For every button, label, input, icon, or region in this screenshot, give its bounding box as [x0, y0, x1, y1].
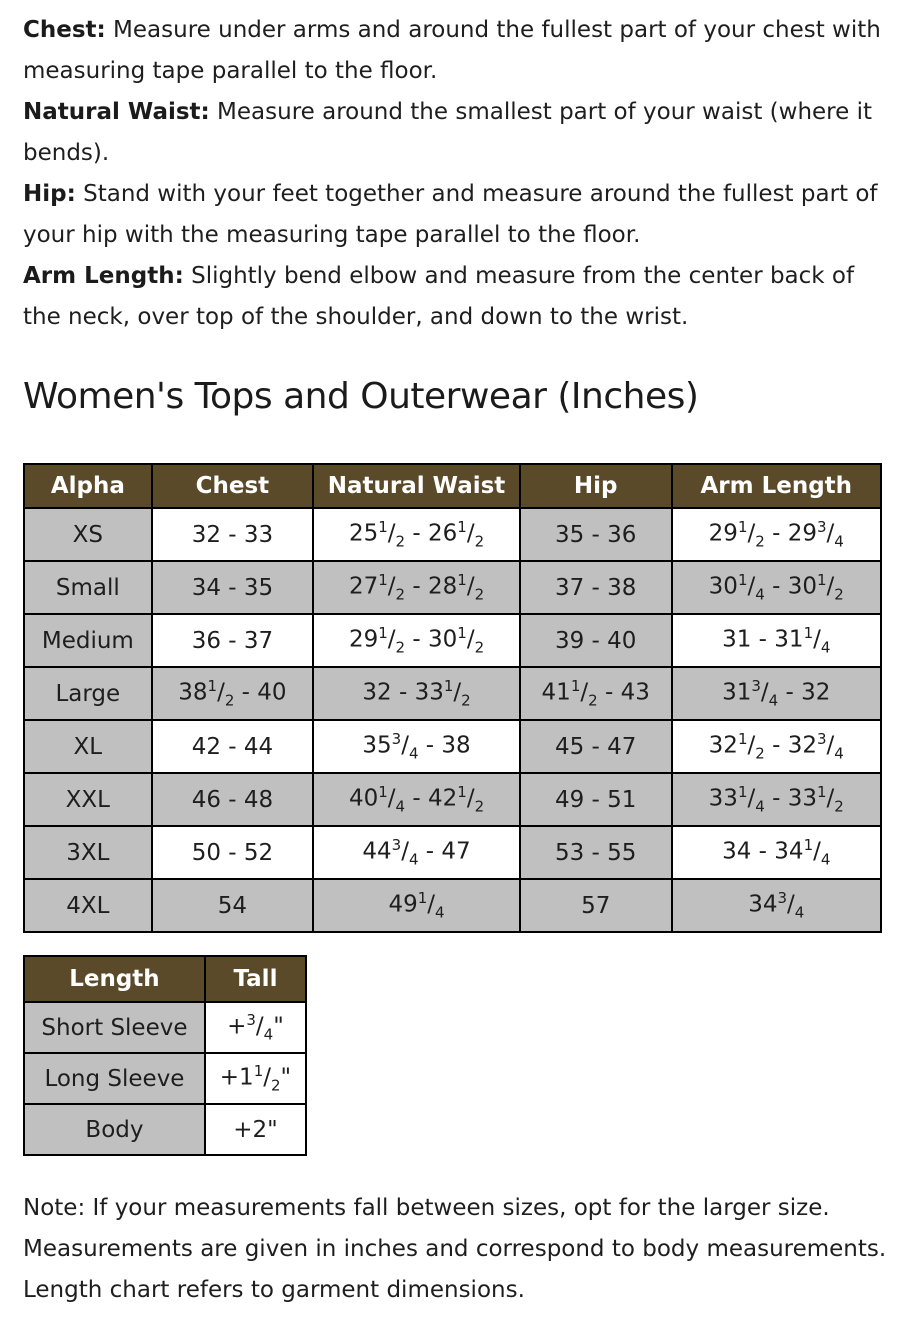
cell-natural-waist: $29^1/_2 - 30^1/_2$ — [313, 614, 520, 667]
length-row — [24, 1002, 306, 1053]
cell-natural-waist: $35^3/_4 - 38$ — [313, 720, 520, 773]
note-line: Length chart refers to garment dimensions. — [23, 1277, 525, 1303]
cell-tall: $+^3/_4$" — [205, 1002, 306, 1053]
column-header-tall: Tall — [205, 956, 306, 1002]
instruction-chest — [23, 10, 893, 92]
size-row — [24, 561, 881, 614]
note-line: Note: If your measurements fall between sizes, opt for the larger size. — [23, 1195, 830, 1221]
cell-length: Body — [24, 1104, 205, 1155]
length-row — [24, 1104, 306, 1155]
cell-chest: 32 - 33 — [152, 508, 314, 561]
cell-alpha: XXL — [24, 773, 152, 826]
cell-arm-length: $34^3/_4$ — [672, 879, 882, 932]
section-title: Women's Tops and Outerwear (Inches) — [23, 376, 699, 417]
cell-natural-waist: $49^1/_4$ — [313, 879, 520, 932]
cell-natural-waist: $27^1/_2 - 28^1/_2$ — [313, 561, 520, 614]
size-row — [24, 879, 881, 932]
cell-hip: 45 - 47 — [520, 720, 672, 773]
size-row — [24, 508, 881, 561]
cell-hip: 39 - 40 — [520, 614, 672, 667]
cell-arm-length: $30^1/_4 - 30^1/_2$ — [672, 561, 882, 614]
cell-length: Short Sleeve — [24, 1002, 205, 1053]
cell-hip: 35 - 36 — [520, 508, 672, 561]
cell-arm-length: $34 - 34^1/_4$ — [672, 826, 882, 879]
cell-hip: 53 - 55 — [520, 826, 672, 879]
instruction-label: Natural Waist: — [23, 99, 210, 125]
length-table — [23, 955, 307, 1156]
cell-alpha: XL — [24, 720, 152, 773]
instruction-text: Slightly bend elbow and measure from the center back of the neck, over top of the shoulder, and down to the wrist. — [23, 263, 855, 330]
size-table-body — [24, 508, 881, 932]
size-row — [24, 826, 881, 879]
cell-natural-waist: $44^3/_4 - 47$ — [313, 826, 520, 879]
cell-natural-waist: $25^1/_2 - 26^1/_2$ — [313, 508, 520, 561]
instruction-hip — [23, 174, 893, 256]
instruction-text: Measure around the smallest part of your waist (where it bends). — [23, 99, 872, 166]
instruction-arm-length — [23, 256, 893, 338]
column-header-chest: Chest — [152, 464, 314, 508]
length-table-header-row — [24, 956, 306, 1002]
cell-chest: 34 - 35 — [152, 561, 314, 614]
cell-natural-waist: $40^1/_4 - 42^1/_2$ — [313, 773, 520, 826]
cell-tall: $+1^1/_2$" — [205, 1053, 306, 1104]
size-table — [23, 463, 882, 933]
length-table-body — [24, 1002, 306, 1155]
note-line: Measurements are given in inches and correspond to body measurements. — [23, 1236, 887, 1262]
cell-hip: $41^1/_2 - 43$ — [520, 667, 672, 720]
column-header-alpha: Alpha — [24, 464, 152, 508]
instruction-text: Measure under arms and around the fullest part of your chest with measuring tape parallel to the floor. — [23, 17, 881, 84]
cell-arm-length: $32^1/_2 - 32^3/_4$ — [672, 720, 882, 773]
cell-hip: 57 — [520, 879, 672, 932]
cell-chest: 54 — [152, 879, 314, 932]
cell-arm-length: $29^1/_2 - 29^3/_4$ — [672, 508, 882, 561]
cell-alpha: XS — [24, 508, 152, 561]
cell-chest: 46 - 48 — [152, 773, 314, 826]
cell-alpha: Medium — [24, 614, 152, 667]
instruction-natural-waist — [23, 92, 893, 174]
cell-alpha: Large — [24, 667, 152, 720]
column-header-length: Length — [24, 956, 205, 1002]
cell-chest: 42 - 44 — [152, 720, 314, 773]
cell-alpha: Small — [24, 561, 152, 614]
cell-arm-length: $31 - 31^1/_4$ — [672, 614, 882, 667]
column-header-natural-waist: Natural Waist — [313, 464, 520, 508]
cell-hip: 37 - 38 — [520, 561, 672, 614]
column-header-arm-length: Arm Length — [672, 464, 882, 508]
cell-arm-length: $31^3/_4 - 32$ — [672, 667, 882, 720]
cell-chest: $38^1/_2 - 40$ — [152, 667, 314, 720]
column-header-hip: Hip — [520, 464, 672, 508]
sizing-note — [23, 1188, 903, 1311]
size-table-header-row — [24, 464, 881, 508]
instruction-label: Chest: — [23, 17, 106, 43]
instruction-label: Hip: — [23, 181, 76, 207]
size-row — [24, 720, 881, 773]
length-row — [24, 1053, 306, 1104]
cell-alpha: 4XL — [24, 879, 152, 932]
cell-natural-waist: $32 - 33^1/_2$ — [313, 667, 520, 720]
size-row — [24, 614, 881, 667]
size-row — [24, 773, 881, 826]
cell-tall: +2" — [205, 1104, 306, 1155]
cell-length: Long Sleeve — [24, 1053, 205, 1104]
instruction-text: Stand with your feet together and measure around the fullest part of your hip with the measuring tape parallel to the floor. — [23, 181, 878, 248]
cell-hip: 49 - 51 — [520, 773, 672, 826]
cell-chest: 50 - 52 — [152, 826, 314, 879]
cell-arm-length: $33^1/_4 - 33^1/_2$ — [672, 773, 882, 826]
cell-chest: 36 - 37 — [152, 614, 314, 667]
cell-alpha: 3XL — [24, 826, 152, 879]
measuring-instructions — [23, 10, 893, 338]
size-row — [24, 667, 881, 720]
instruction-label: Arm Length: — [23, 263, 184, 289]
